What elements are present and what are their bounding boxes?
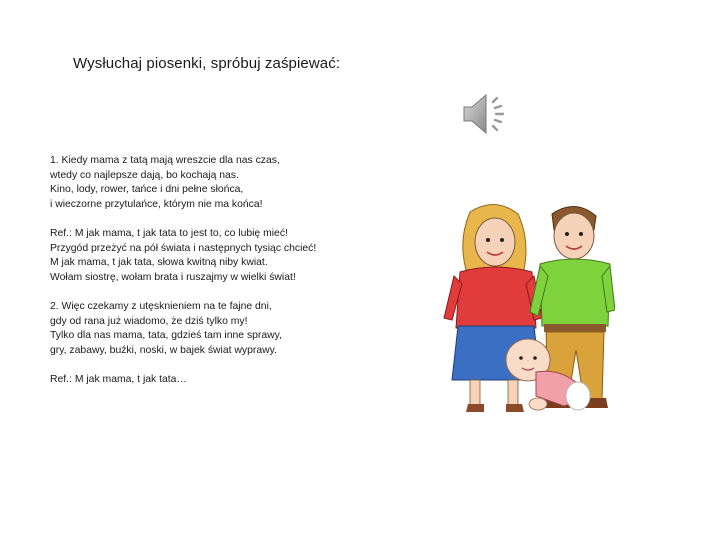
lyric-line: i wieczorne przytulańce, którym nie ma końca! — [50, 198, 263, 210]
lyric-line: Kino, lody, rower, tańce i dni pełne słońca, — [50, 184, 244, 196]
lyric-line: gry, zabawy, buźki, noski, w bajek świat wyprawy. — [50, 344, 277, 356]
family-illustration — [440, 200, 615, 425]
stanza-2 — [50, 300, 440, 358]
stanza-chorus — [50, 227, 440, 285]
song-lyrics — [50, 154, 440, 402]
lyric-line: wtedy co najlepsze dają, bo kochają nas. — [50, 169, 239, 181]
lyric-line: 1. Kiedy mama z tatą mają wreszcie dla nas czas, — [50, 155, 280, 166]
page-heading: Wysłuchaj piosenki, spróbuj zaśpiewać: — [73, 55, 341, 72]
speaker-icon[interactable] — [460, 92, 512, 136]
lyric-line: Tylko dla nas mama, tata, gdzieś tam inne sprawy, — [50, 330, 282, 342]
lyric-line: Wołam siostrę, wołam brata i ruszajmy w wielki świat! — [50, 271, 296, 283]
stanza-chorus-repeat — [50, 373, 440, 388]
lyric-line: Ref.: M jak mama, t jak tata to jest to, co lubię mieć! — [50, 227, 288, 239]
stanza-1 — [50, 154, 440, 212]
lyric-line: Ref.: M jak mama, t jak tata… — [50, 373, 187, 385]
lyric-line: gdy od rana już wiadomo, że dziś tylko my! — [50, 315, 248, 327]
lyric-line: Przygód przeżyć na pół świata i następnych tysiąc chcieć! — [50, 242, 317, 254]
lyric-line: M jak mama, t jak tata, słowa kwitną niby kwiat. — [50, 257, 268, 269]
lyric-line: 2. Więc czekamy z utęsknieniem na te fajne dni, — [50, 300, 272, 312]
